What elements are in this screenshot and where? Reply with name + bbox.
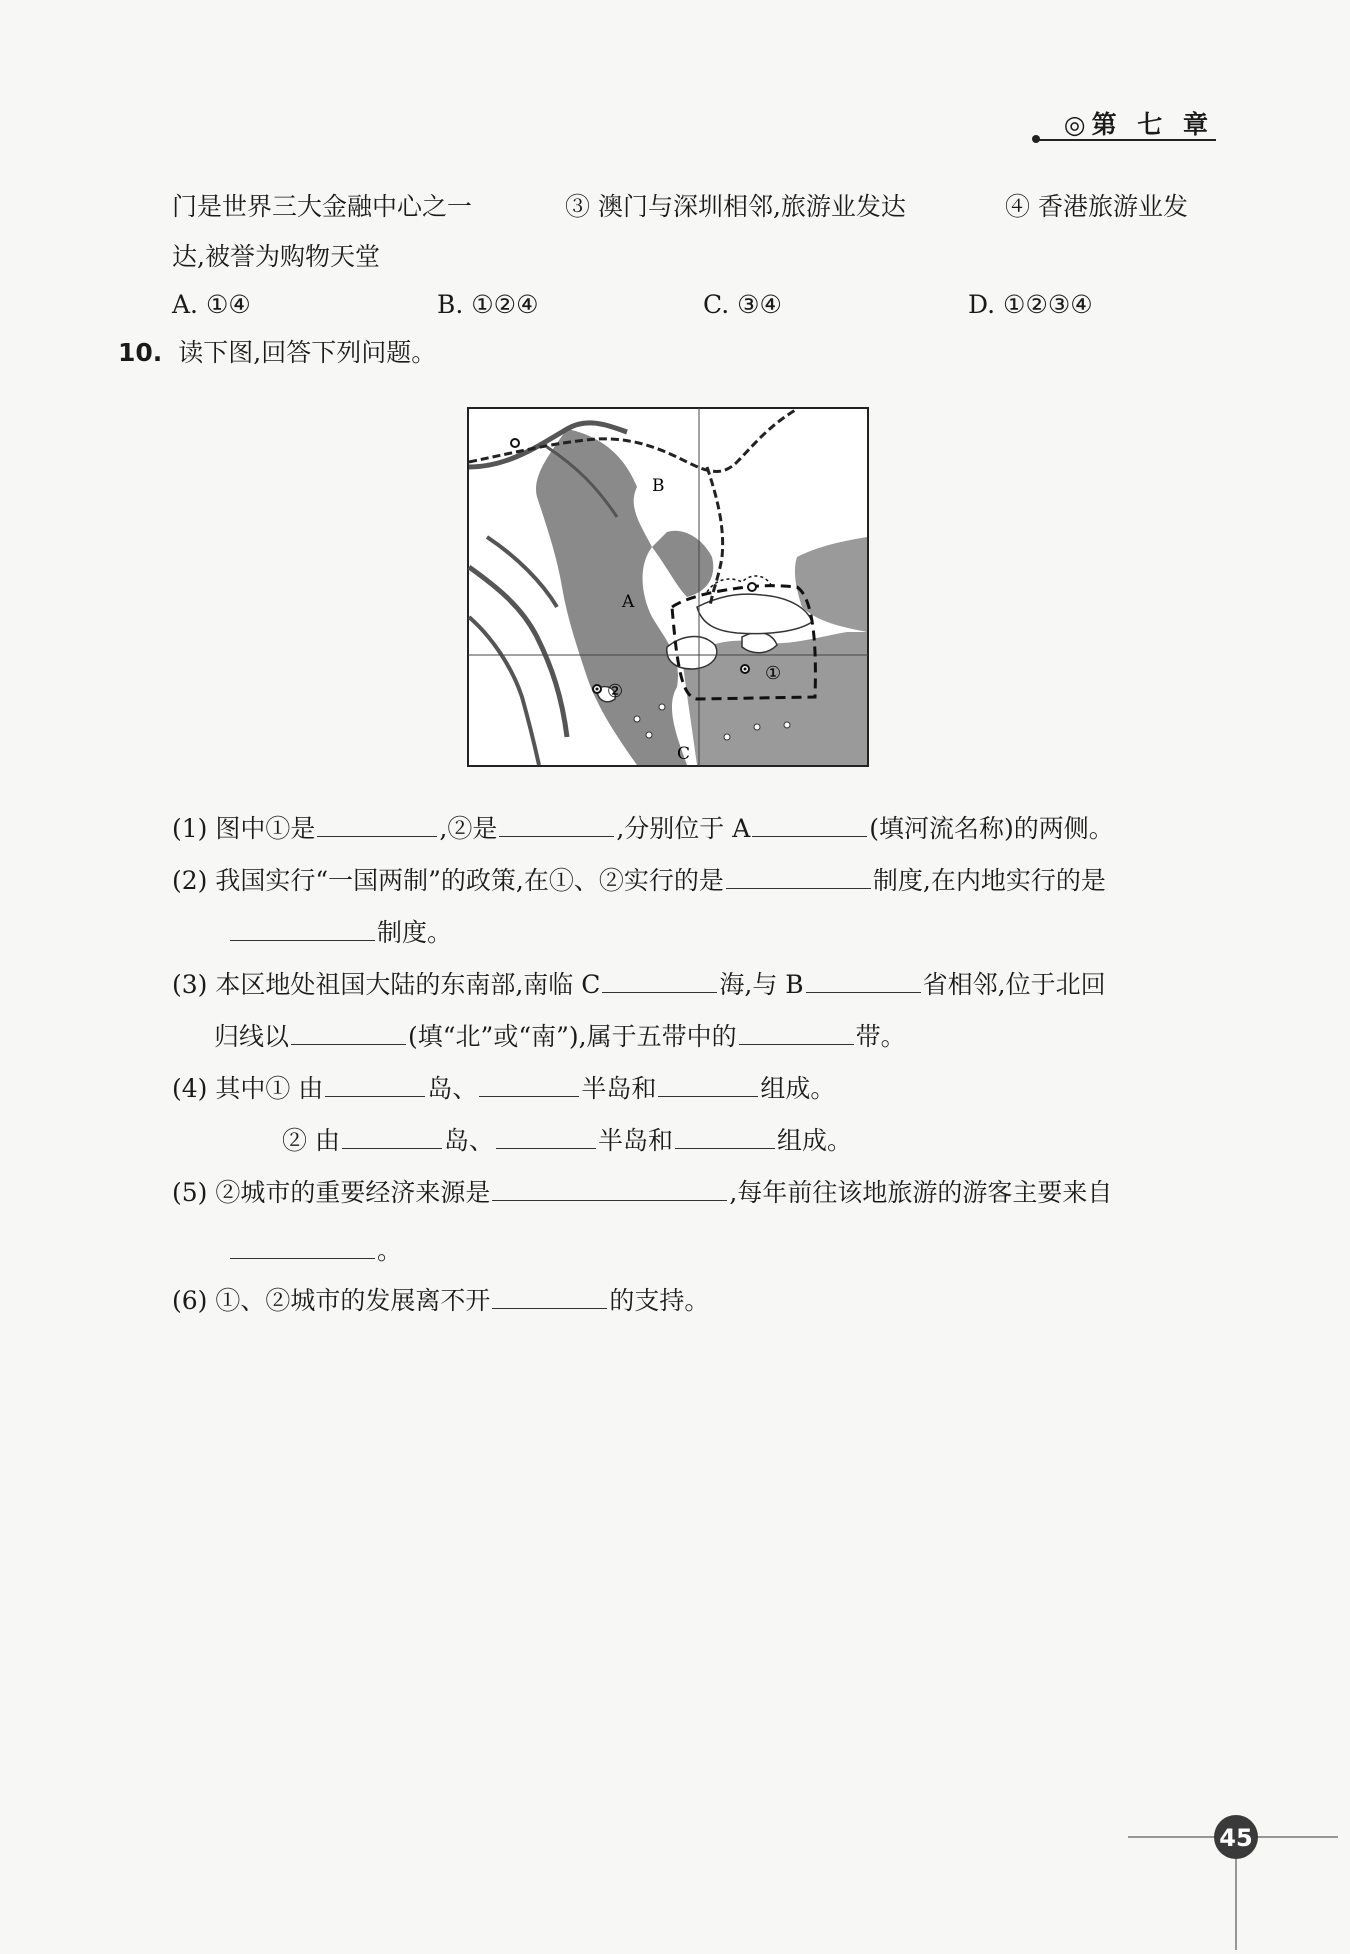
sub4-blank-4[interactable]: [342, 1122, 442, 1149]
page-number-block: [1128, 1810, 1348, 1950]
map-label-c: C: [677, 744, 691, 764]
sub6-blank-1[interactable]: [492, 1282, 607, 1309]
q9-statement-3-text: ③ 澳门与深圳相邻,旅游业发达: [565, 192, 906, 221]
sub3-text-5: (填“北”或“南”),属于五带中的: [408, 1022, 737, 1051]
chapter-header: [1036, 105, 1216, 145]
shenzhen-marker: [748, 583, 756, 591]
sub1-blank-1[interactable]: [317, 810, 437, 837]
q10-sub2-line1: [172, 862, 1106, 898]
sub4-blank-1[interactable]: [325, 1070, 425, 1097]
sub4-text-2: 岛、: [427, 1074, 478, 1103]
map-label-b: B: [652, 476, 665, 496]
sub4-text-3: 半岛和: [581, 1074, 657, 1103]
q10-sub5-line2: [228, 1232, 402, 1268]
sub6-text-1: (6) ①、②城市的发展离不开: [172, 1286, 491, 1315]
q9-statement-4-tail: 达,被誉为购物天堂: [172, 242, 380, 271]
sub2-blank-2[interactable]: [230, 914, 375, 941]
map-label-1: ①: [765, 663, 782, 684]
q9-option-b[interactable]: [437, 288, 539, 322]
sub5-blank-1[interactable]: [492, 1174, 727, 1201]
chapter-title: ◎第 七 章: [1063, 110, 1214, 139]
sub4-text-6: 岛、: [443, 1126, 494, 1155]
sub4-text-5: ② 由: [282, 1126, 340, 1155]
sub3-text-2: 海,与 B: [719, 970, 804, 999]
q10-sub4-line1: [172, 1070, 835, 1106]
sub2-text-2: 制度,在内地实行的是: [872, 866, 1106, 895]
q10-stem: 读下图,回答下列问题。: [178, 338, 437, 367]
sub3-blank-1[interactable]: [602, 966, 717, 993]
islet-1: [634, 716, 640, 722]
sub5-text-3: 。: [377, 1236, 403, 1265]
sub1-text-3: ,分别位于 A: [616, 814, 751, 843]
sub3-blank-2[interactable]: [806, 966, 921, 993]
sub4-text-4: 组成。: [760, 1074, 836, 1103]
sub3-blank-3[interactable]: [291, 1018, 406, 1045]
sub3-text-4: 归线以: [214, 1022, 290, 1051]
q10-sub4-line2: [282, 1122, 852, 1158]
sub5-blank-2[interactable]: [230, 1232, 375, 1259]
q10-number: 10.: [118, 338, 163, 367]
sub2-text-1: (2) 我国实行“一国两制”的政策,在①、②实行的是: [172, 866, 724, 895]
q9-statement-2-tail: 门是世界三大金融中心之一: [172, 192, 473, 221]
q9-option-a[interactable]: [172, 288, 251, 322]
sub5-text-2: ,每年前往该地旅游的游客主要来自: [729, 1178, 1113, 1207]
q10-sub3-line2: [214, 1018, 906, 1054]
islet-3: [659, 704, 665, 710]
sub1-text-2: ,②是: [439, 814, 498, 843]
sub1-text-1: (1) 图中①是: [172, 814, 316, 843]
header-rule-dot: [1032, 135, 1040, 143]
sub3-blank-4[interactable]: [739, 1018, 854, 1045]
option-a-label: A. ①④: [172, 290, 251, 319]
sub3-text-1: (3) 本区地处祖国大陆的东南部,南临 C: [172, 970, 601, 999]
q10-stem-line: [118, 336, 436, 370]
map-label-2: ②: [607, 681, 624, 702]
sub4-text-8: 组成。: [776, 1126, 852, 1155]
islet-6: [784, 722, 790, 728]
map-label-a: A: [622, 592, 635, 612]
q10-sub5-line1: [172, 1174, 1112, 1210]
q9-option-c[interactable]: [703, 288, 782, 322]
sub3-text-3: 省相邻,位于北回: [922, 970, 1106, 999]
page-number-graphic: [1128, 1810, 1348, 1950]
page-number: 45: [1219, 1824, 1253, 1852]
q10-sub1: [172, 810, 1114, 846]
q10-sub3-line1: [172, 966, 1106, 1002]
sub1-blank-3[interactable]: [752, 810, 867, 837]
sub2-blank-1[interactable]: [726, 862, 871, 889]
sub2-text-3: 制度。: [377, 918, 453, 947]
sub4-blank-3[interactable]: [658, 1070, 758, 1097]
macau-marker-dot: [596, 688, 599, 691]
sub3-text-6: 带。: [855, 1022, 906, 1051]
q10-sub2-line2: [228, 914, 452, 950]
sub4-text-7: 半岛和: [597, 1126, 673, 1155]
q9-option-d[interactable]: [968, 288, 1093, 322]
hongkong-marker-dot: [744, 668, 747, 671]
option-b-label: B. ①②④: [437, 290, 539, 319]
header-rule: [1036, 139, 1216, 141]
q9-statement-4: [1005, 190, 1188, 224]
sub4-text-1: (4) 其中① 由: [172, 1074, 324, 1103]
sub4-blank-5[interactable]: [496, 1122, 596, 1149]
q9-line2: [172, 240, 380, 274]
sub4-blank-2[interactable]: [479, 1070, 579, 1097]
islet-2: [646, 732, 652, 738]
q10-sub6: [172, 1282, 709, 1318]
sub4-blank-6[interactable]: [675, 1122, 775, 1149]
sub5-text-1: (5) ②城市的重要经济来源是: [172, 1178, 491, 1207]
option-d-label: D. ①②③④: [968, 290, 1093, 319]
pearl-river-delta-map: [467, 407, 869, 767]
q9-statement-3: [565, 190, 906, 224]
map-svg: [467, 407, 869, 767]
islet-4: [724, 734, 730, 740]
option-c-label: C. ③④: [703, 290, 782, 319]
q9-statement-4-text: ④ 香港旅游业发: [1005, 192, 1188, 221]
sub1-blank-2[interactable]: [499, 810, 614, 837]
q9-line1: [172, 190, 472, 224]
islet-5: [754, 724, 760, 730]
sub1-text-4: (填河流名称)的两侧。: [869, 814, 1114, 843]
sub6-text-2: 的支持。: [609, 1286, 710, 1315]
guangzhou-marker: [511, 439, 519, 447]
